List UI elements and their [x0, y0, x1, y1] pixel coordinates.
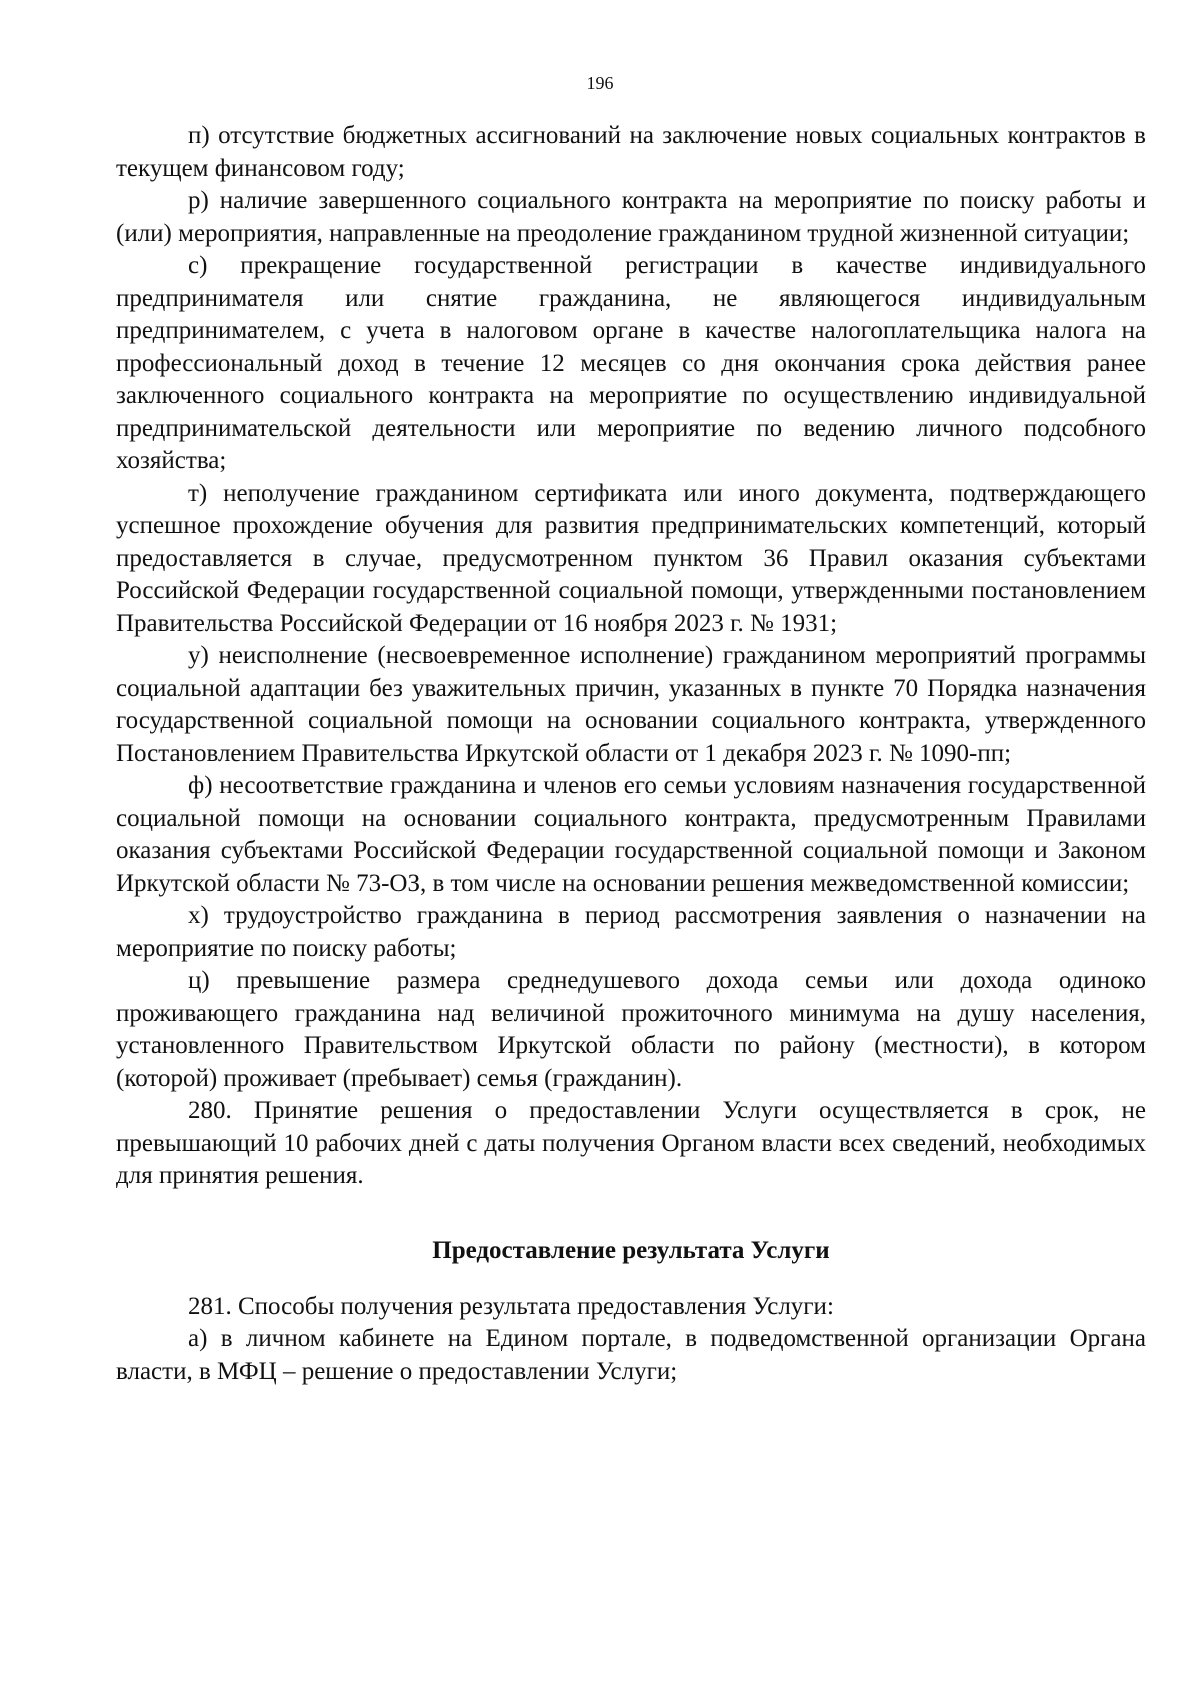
paragraph-item-s: с) прекращение государственной регистрации в качестве индивидуального предпринимателя или снятие гражданина, не являющегося индивидуальным предпринимателем, с учета в налоговом органе в качестве налогоплательщика налога на профессиональный доход в течение 12 месяцев со дня окончания срока действия ранее заключенного социального контракта на мероприятие по осуществлению индивидуальной предпринимательской деятельности или мероприятие по ведению личного подсобного хозяйства; [116, 252, 1146, 474]
document-body [116, 120, 1146, 1388]
paragraph-item-r: р) наличие завершенного социального контракта на мероприятие по поиску работы и (или) мероприятия, направленные на преодоление гражданином трудной жизненной ситуации; [116, 187, 1146, 247]
paragraph-clause-280: 280. Принятие решения о предоставлении Услуги осуществляется в срок, не превышающий 10 рабочих дней с даты получения Органом власти всех сведений, необходимых для принятия решения. [116, 1097, 1146, 1189]
page-number: 196 [586, 73, 614, 93]
paragraph-clause-281: 281. Способы получения результата предоставления Услуги: [188, 1292, 834, 1320]
paragraph-item-a: а) в личном кабинете на Едином портале, в подведомственной организации Органа власти, в МФЦ – решение о предоставлении Услуги; [116, 1325, 1146, 1385]
paragraph-item-u: у) неисполнение (несвоевременное исполнение) гражданином мероприятий программы социальной адаптации без уважительных причин, указанных в пункте 70 Порядка назначения государственной социальной помощи на основании социального контракта, утвержденного Постановлением Правительства Иркутской области от 1 декабря 2023 г. № 1090-пп; [116, 642, 1146, 767]
paragraph-item-t: т) неполучение гражданином сертификата или иного документа, подтверждающего успешное прохождение обучения для развития предпринимательских компетенций, который предоставляется в случае, предусмотренном пунктом 36 Правил оказания субъектами Российской Федерации государственной социальной помощи, утвержденными постановлением Правительства Российской Федерации от 16 ноября 2023 г. № 1931; [116, 479, 1146, 637]
section-heading: Предоставление результата Услуги [432, 1236, 830, 1264]
paragraph-item-kh: х) трудоустройство гражданина в период рассмотрения заявления о назначении на мероприятие по поиску работы; [116, 902, 1146, 962]
paragraph-item-f: ф) несоответствие гражданина и членов его семьи условиям назначения государственной социальной помощи на основании социального контракта, предусмотренным Правилами оказания субъектами Российской Федерации государственной социальной помощи и Законом Иркутской области № 73-ОЗ, в том числе на основании решения межведомственной комиссии; [116, 772, 1146, 897]
paragraph-item-p: п) отсутствие бюджетных ассигнований на заключение новых социальных контрактов в текущем финансовом году; [116, 122, 1146, 182]
paragraph-item-ts: ц) превышение размера среднедушевого дохода семьи или дохода одиноко проживающего гражданина над величиной прожиточного минимума на душу населения, установленного Правительством Иркутской области по району (местности), в котором (которой) проживает (пребывает) семья (гражданин). [116, 967, 1146, 1092]
